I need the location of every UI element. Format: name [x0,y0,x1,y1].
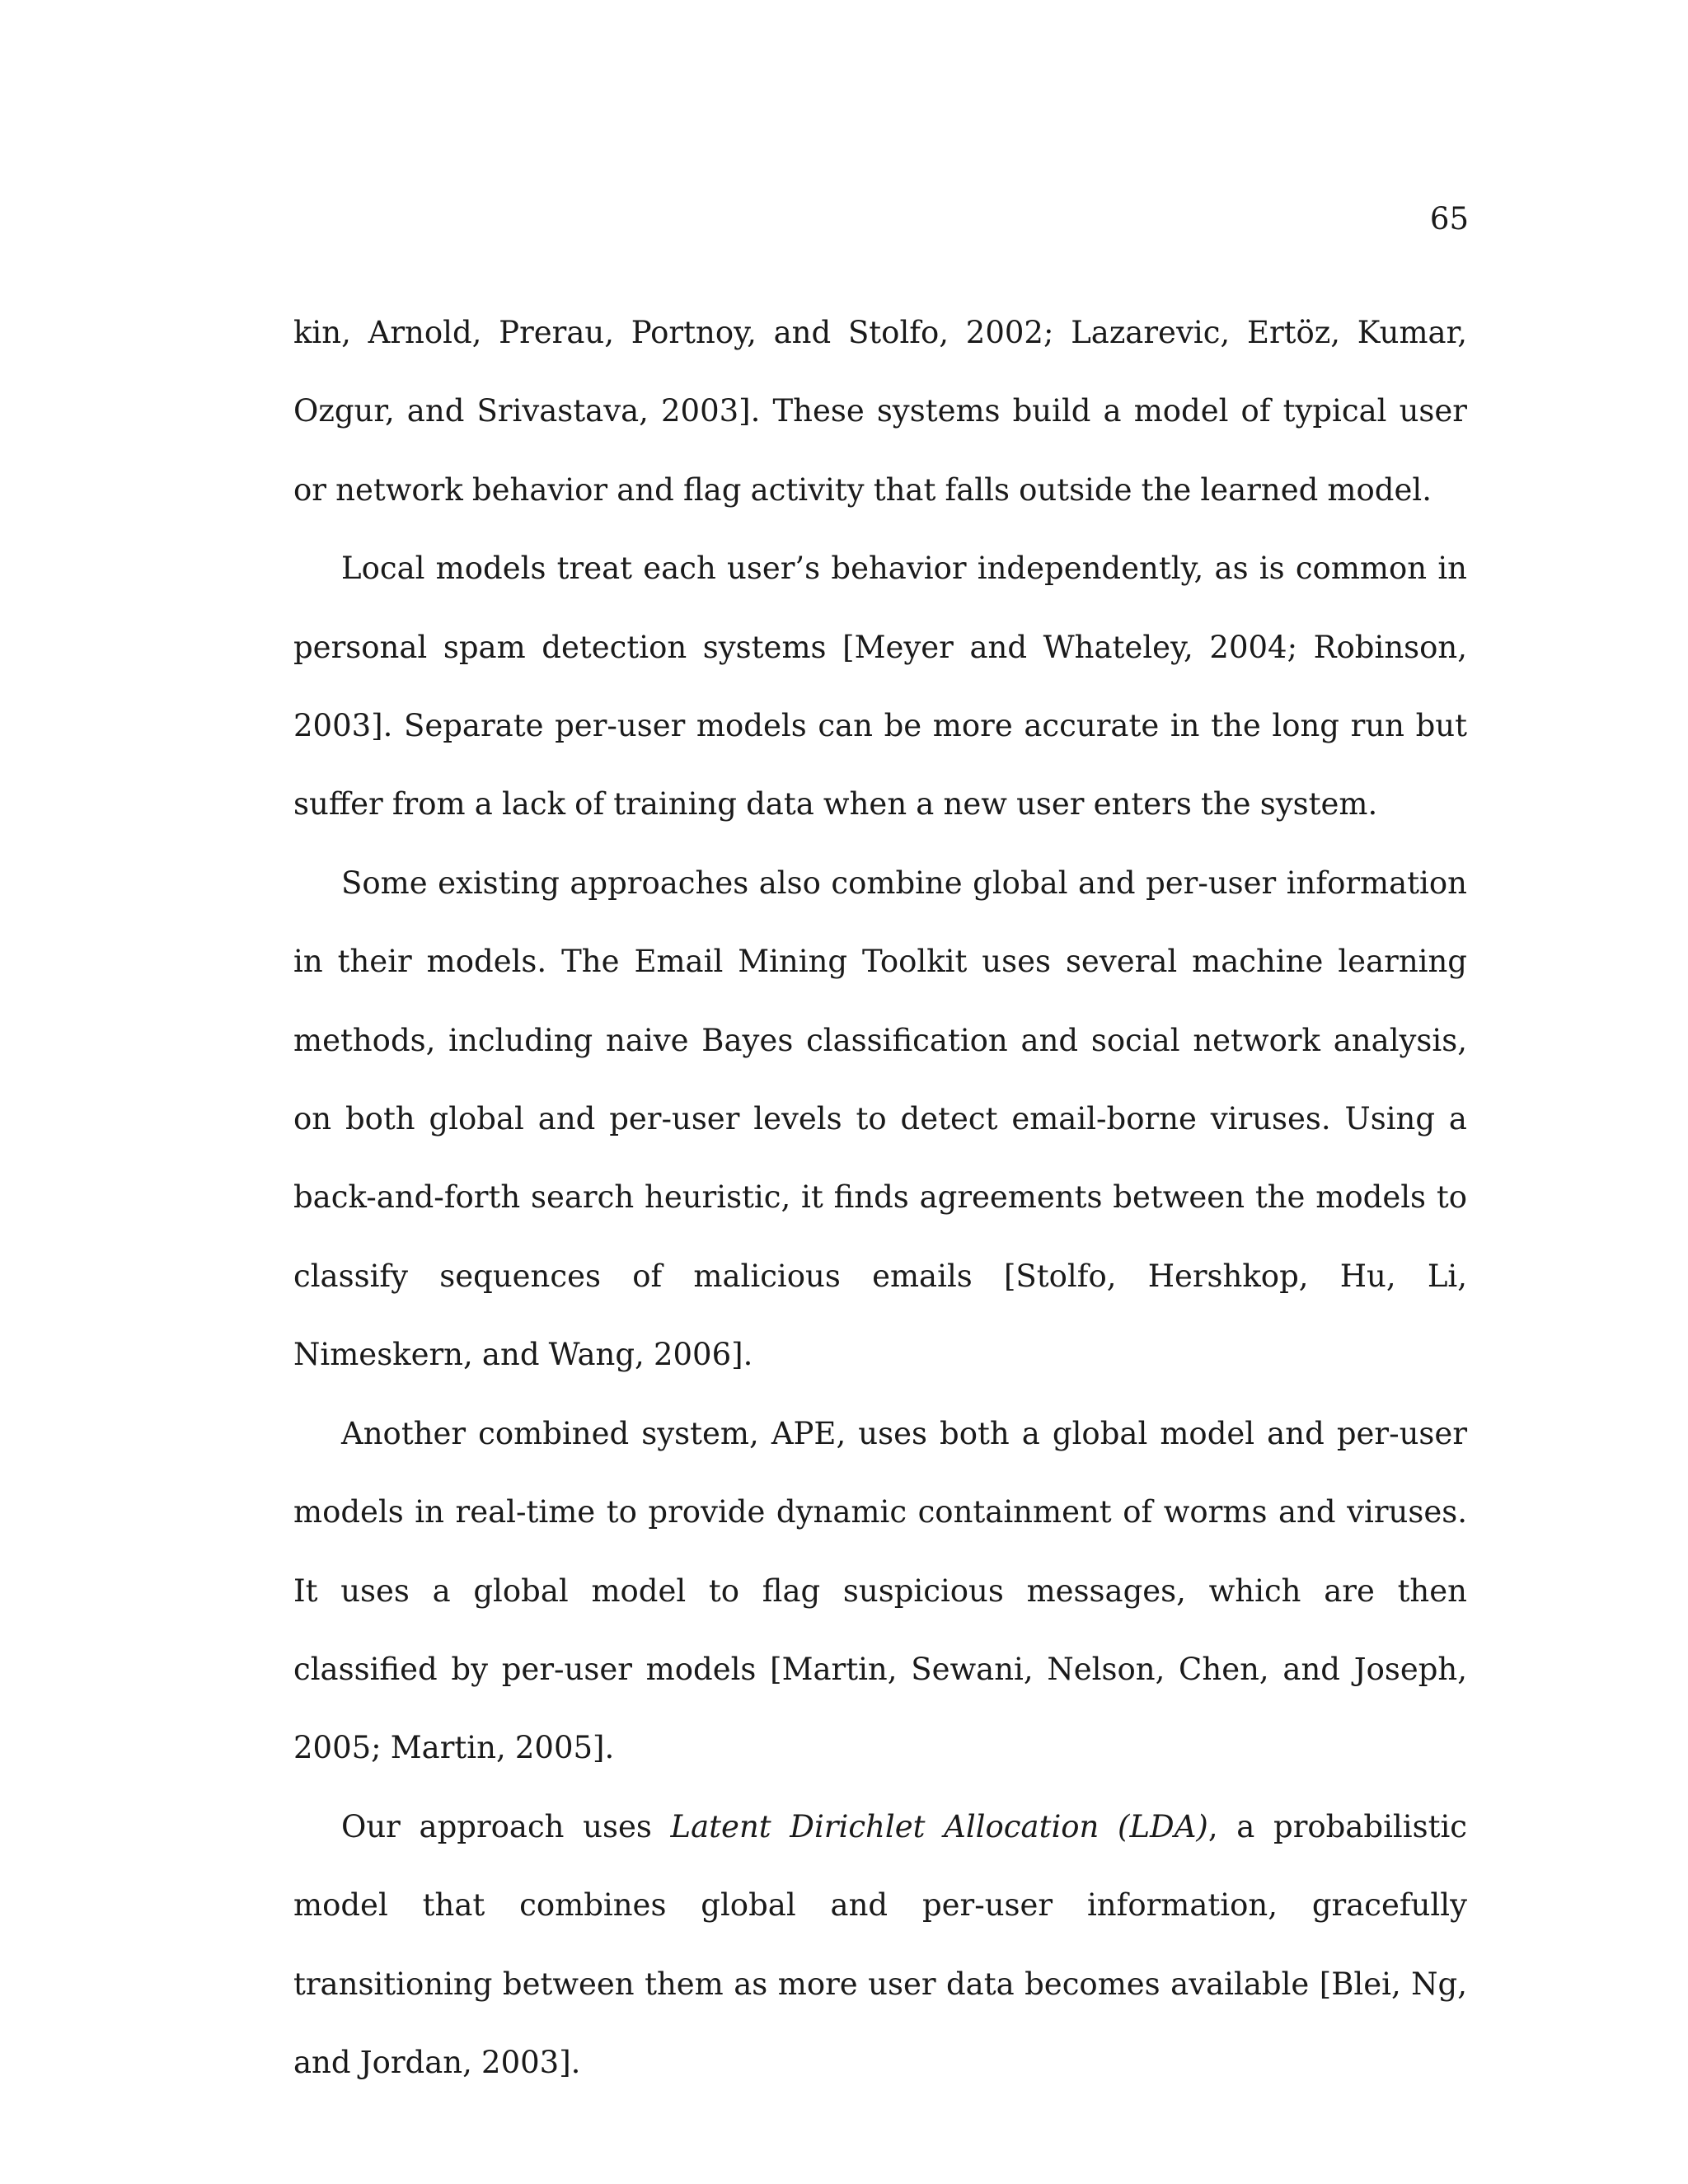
paragraph: Some existing approaches also combine global and per-user information in their models. The Email Mining Toolkit uses several machine learning methods, including naive Bayes classification and social network analysis, on both global and per-user levels to detect email-borne viruses. Using a back-and-forth search heuristic, it finds agreements between the models to classify sequences of malicious emails [Stolfo, Hershkop, Hu, Li, Nimeskern, and Wang, 2006]. [293,865,1467,1373]
paragraph: Another combined system, APE, uses both a global model and per-user models in real-time to provide dynamic containment of worms and viruses. It uses a global model to flag suspicious messages, which are then classified by per-user models [Martin, Sewani, Nelson, Chen, and Joseph, 2005; Martin, 2005]. [293,1415,1467,1766]
emphasized-term: Latent Dirichlet Allocation (LDA) [670,1808,1208,1844]
text-run: Our approach uses [341,1808,671,1844]
text-run: , a probabilistic model that combines global and per-user information, gracefully transitioning between them as more user data becomes available [Blei, Ng, and Jordan, 2003]. [293,1808,1468,2080]
page-number: 65 [1429,201,1469,237]
paragraph: Local models treat each user’s behavior independently, as is common in personal spam detection systems [Meyer and Whateley, 2004; Robinson, 2003]. Separate per-user models can be more accurate in the long run but suffer from a lack of training data when a new user enters the system. [293,551,1467,823]
body-text [293,293,1467,2102]
paragraph: kin, Arnold, Prerau, Portnoy, and Stolfo, 2002; Lazarevic, Ertöz, Kumar, Ozgur, and Srivastava, 2003]. These systems build a model of typical user or network behavior and flag activity that falls outside the learned model. [293,315,1467,508]
paragraph-lda [293,1788,1467,2102]
